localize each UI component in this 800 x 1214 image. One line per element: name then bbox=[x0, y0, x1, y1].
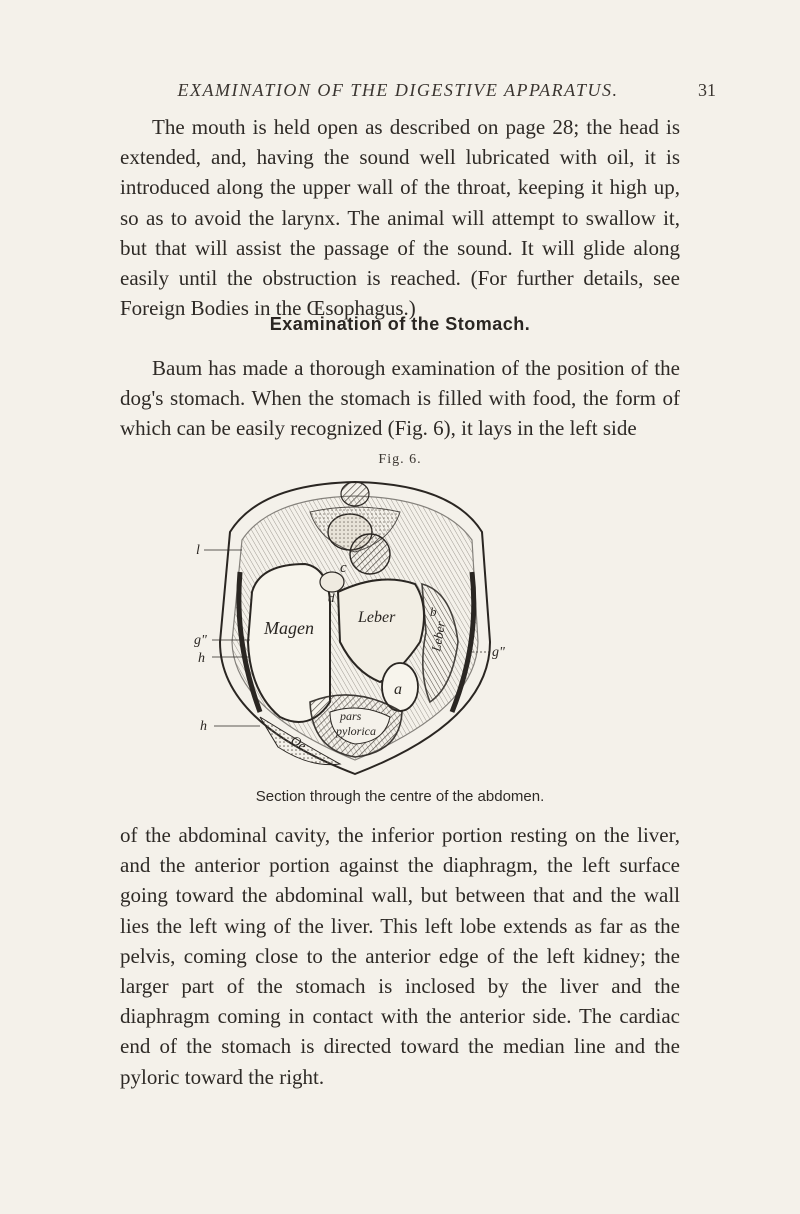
paragraph-stomach-position: Baum has made a thorough examination of the position of the dog's stomach. When the stomach is filled with food, the form of which can be easily recognized (Fig. 6), it lays in the left side bbox=[120, 356, 680, 441]
label-d: d bbox=[328, 590, 335, 605]
running-head: EXAMINATION OF THE DIGESTIVE APPARATUS. bbox=[177, 80, 619, 100]
paragraph-abdominal-cavity: of the abdominal cavity, the inferior portion resting on the liver, and the anterior portion against the diaphragm, the left surface going toward the abdominal wall, but between that and the wall lies the left wing of the liver. This left lobe extends as far as the pelvis, coming close to the anterior edge of the left kidney; the larger part of the stomach is inclosed by the liver and the diaphragm coming in contact with the anterior side. The cardiac end of the stomach is directed toward the median line and the pyloric toward the right. bbox=[120, 823, 680, 1089]
vertebra bbox=[341, 482, 369, 506]
label-l: l bbox=[196, 543, 200, 558]
paragraph-sound-introduction: The mouth is held open as described on page 28; the head is extended, and, having the sound well lubricated with oil, it is introduced along the upper wall of the throat, keeping it high up, so as to avoid the larynx. The animal will attempt to swallow it, but that will assist the passage of the sound. It will glide along easily until the obstruction is reached. (For further details, see Foreign Bodies in the Œsophagus.) bbox=[120, 115, 680, 321]
label-magen: Magen bbox=[264, 618, 314, 638]
label-pylorica: pylorica bbox=[336, 724, 376, 738]
abdomen-section-figure bbox=[190, 472, 520, 782]
label-h-left: h bbox=[198, 651, 205, 666]
figure-caption: Section through the centre of the abdomen. bbox=[255, 788, 545, 805]
label-leber-vertical: Leber bbox=[428, 620, 449, 653]
label-b: b bbox=[430, 604, 437, 619]
label-leber: Leber bbox=[358, 609, 396, 626]
oesophagus bbox=[350, 534, 390, 574]
label-pars: pars bbox=[340, 709, 362, 723]
abdomen-section-drawing bbox=[190, 472, 520, 782]
label-a: a bbox=[394, 681, 402, 698]
label-g-right: g" bbox=[492, 645, 505, 660]
label-c: c bbox=[340, 560, 347, 576]
label-g-left: g" bbox=[194, 633, 207, 648]
section-heading: Examination of the Stomach. bbox=[269, 314, 531, 334]
label-oe: Oe bbox=[288, 732, 310, 754]
page-number: 31 bbox=[698, 80, 716, 100]
label-h-lower: h bbox=[200, 719, 207, 734]
figure-number: Fig. 6. bbox=[378, 452, 422, 467]
